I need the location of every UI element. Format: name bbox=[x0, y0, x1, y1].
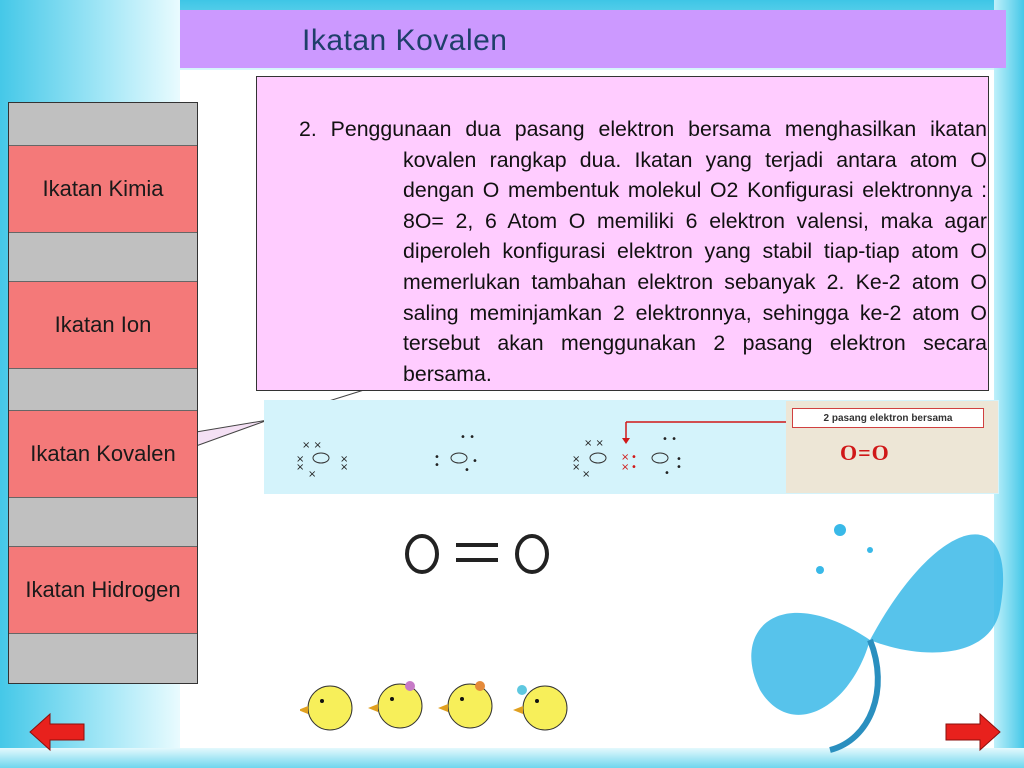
page-title: Ikatan Kovalen bbox=[302, 24, 508, 57]
next-slide-button[interactable] bbox=[942, 712, 1002, 752]
svg-text:×: × bbox=[621, 462, 630, 473]
structural-formula bbox=[402, 520, 562, 593]
chick-icon bbox=[300, 668, 580, 748]
svg-text:•: • bbox=[676, 454, 682, 465]
svg-text:×: × bbox=[572, 462, 581, 473]
svg-text:• •: • • bbox=[460, 432, 475, 443]
left-arrow-icon bbox=[30, 714, 84, 750]
nav-ikatan-hidrogen-button[interactable] bbox=[9, 546, 197, 634]
svg-text:×: × bbox=[582, 469, 591, 480]
nav-ikatan-ion-button[interactable] bbox=[9, 281, 197, 369]
double-bond-formula-drawing bbox=[402, 520, 562, 580]
svg-text:•: • bbox=[676, 462, 682, 473]
right-arrow-icon bbox=[946, 714, 1000, 750]
svg-text:•: • bbox=[631, 452, 637, 463]
shared-electron-label: 2 pasang elektron bersama bbox=[792, 408, 984, 428]
svg-text:×: × bbox=[296, 462, 305, 473]
explanation-text: 2. Penggunaan dua pasang elektron bersama menghasilkan ikatan kovalen rangkap dua. Ikatan yang terjadi antara atom O dengan O membentuk molekul O2 Konfigurasi elektronnya : 8O= 2, 6 Atom O memiliki 6 elektron valensi, maka agar diperoleh konfigurasi elektron yang stabil tiap-tiap atom O memerlukan tambahan elektron sebanyak 2. Ke-2 atom O saling meminjamkan 2 elektronnya, sehingga ke-2 atom O tersebut akan menggunakan 2 pasang elektron secara bersama. bbox=[299, 117, 987, 386]
navigation-menu bbox=[8, 102, 198, 684]
nav-item-label: Ikatan Kimia bbox=[42, 176, 164, 201]
svg-text:×: × bbox=[340, 454, 349, 465]
svg-text:× ×: × × bbox=[302, 440, 322, 451]
svg-text:•: • bbox=[464, 465, 470, 476]
svg-text:×: × bbox=[572, 454, 581, 465]
diagram-formula: O=O bbox=[840, 440, 890, 465]
svg-text:×: × bbox=[621, 452, 630, 463]
svg-text:×: × bbox=[308, 469, 317, 480]
nav-ikatan-kimia-button[interactable] bbox=[9, 145, 197, 233]
nav-item-label: Ikatan Kovalen bbox=[30, 441, 176, 466]
svg-text:•: • bbox=[664, 468, 670, 479]
svg-text:• •: • • bbox=[662, 434, 677, 445]
explanation-textbox bbox=[256, 76, 989, 391]
nav-item-label: Ikatan Hidrogen bbox=[25, 577, 181, 602]
nav-ikatan-kovalen-button[interactable] bbox=[9, 410, 197, 498]
svg-text:×: × bbox=[296, 454, 305, 465]
previous-slide-button[interactable] bbox=[28, 712, 86, 752]
nav-item-label: Ikatan Ion bbox=[54, 312, 152, 337]
svg-text:•: • bbox=[434, 452, 440, 463]
svg-text:× ×: × × bbox=[584, 438, 604, 449]
svg-text:•: • bbox=[434, 460, 440, 471]
svg-text:•: • bbox=[631, 462, 637, 473]
svg-text:×: × bbox=[340, 462, 349, 473]
svg-text:•: • bbox=[472, 456, 478, 467]
